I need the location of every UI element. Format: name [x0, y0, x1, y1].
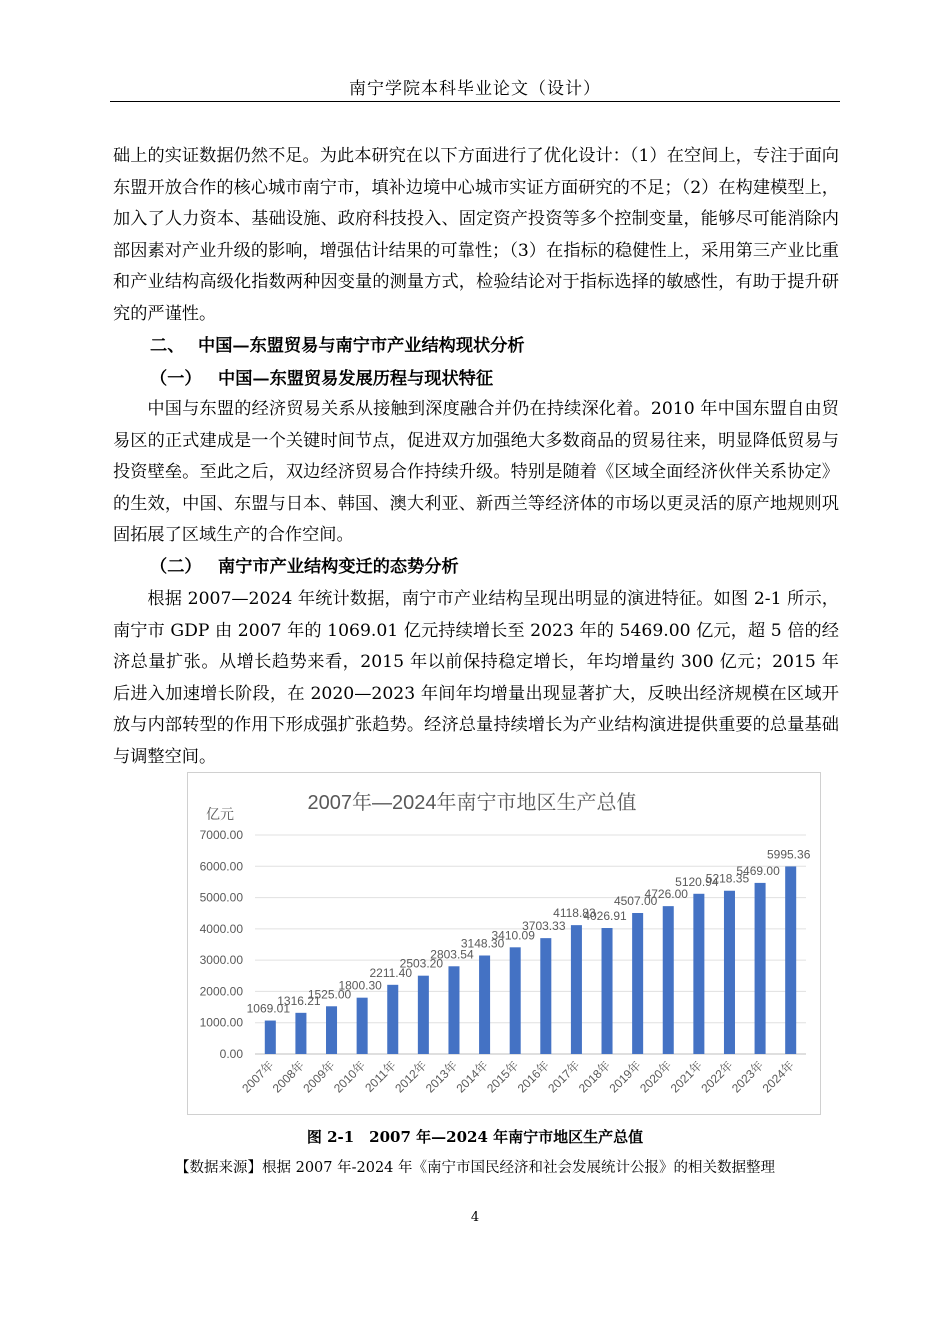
data-label: 1525.00: [307, 987, 352, 1002]
bar-2019年: [632, 913, 643, 1054]
page-header: 南宁学院本科毕业论文（设计）: [349, 79, 601, 99]
paragraph-3: 根据 2007—2024 年统计数据，南宁市产业结构呈现出明显的演进特征。如图 2-1 所示，南宁市 GDP 由 2007 年的 1069.01 亿元持续增长至 2023 年的 5469.00 亿元，超 5 倍的经济总量扩张。从增长趋势来看，2015 年以前保持稳定增长，年均增量约 300 亿元；2015 年后进入加速增长阶段，在 2020—2023 年间年均增量出现显著扩大，反映出经济规模在区域开放与内部转型的作用下形成强扩张趋势。经济总量持续增长为产业结构演进提供重要的总量基础与调整空间。: [113, 589, 839, 767]
figure-source: 【数据来源】根据 2007 年-2024 年《南宁市国民经济和社会发展统计公报》的相关数据整理: [174, 1160, 776, 1176]
y-axis-label: 亿元: [206, 806, 234, 822]
section-title: 中国—东盟贸易与南宁市产业结构现状分析: [198, 336, 525, 356]
data-label: 4026.91: [583, 909, 627, 924]
x-tick-label: 2009年: [300, 1058, 338, 1096]
data-label: 1069.01: [246, 1001, 291, 1016]
data-label: 2503.20: [399, 956, 444, 971]
bar-2015年: [510, 947, 521, 1054]
subsection-heading-1: [150, 364, 493, 396]
paragraph-1: 础上的实证数据仍然不足。为此本研究在以下方面进行了优化设计：（1）在空间上，专注于面向东盟开放合作的核心城市南宁市，填补边境中心城市实证方面研究的不足；（2）在构建模型上，加入了人力资本、基础设施、政府科技投入、固定资产投资等多个控制变量，能够尽可能消除内部因素对产业升级的影响，增强估计结果的可靠性；（3）在指标的稳健性上，采用第三产业比重和产业结构高级化指数两种因变量的测量方式，检验结论对于指标选择的敏感性，有助于提升研究的严谨性。: [113, 146, 839, 324]
section-number: 二、: [150, 336, 185, 356]
x-tick-label: 2013年: [422, 1058, 461, 1096]
x-tick-label: 2011年: [362, 1058, 399, 1095]
bar-2009年: [326, 1006, 337, 1054]
x-tick-label: 2014年: [453, 1058, 491, 1096]
bar-2020年: [663, 906, 674, 1054]
subsection-number: （二）: [150, 557, 202, 577]
x-tick-label: 2018年: [575, 1058, 614, 1096]
subsection-title: 中国—东盟贸易发展历程与现状特征: [218, 369, 494, 389]
x-tick-label: 2021年: [667, 1058, 705, 1096]
gridlines: [255, 835, 806, 1054]
paragraph-2: 中国与东盟的经济贸易关系从接触到深度融合并仍在持续深化着。2010 年中国东盟自由贸易区的正式建成是一个关键时间节点，促进双方加强绝大多数商品的贸易往来，明显降低贸易与投资壁垒。至此之后，双边经济贸易合作持续升级。特别是随着《区域全面经济伙伴关系协定》的生效，中国、东盟与日本、韩国、澳大利亚、新西兰等经济体的市场以更灵活的原产地规则巩固拓展了区域生产的合作空间。: [113, 399, 839, 546]
bar-2007年: [265, 1021, 276, 1054]
x-tick-label: 2019年: [606, 1058, 644, 1096]
x-tick-label: 2010年: [330, 1058, 369, 1096]
y-tick-label: 1000.00: [199, 1015, 243, 1030]
data-label: 3703.33: [522, 919, 566, 934]
x-tick-label: 2024年: [759, 1058, 797, 1096]
data-label: 4507.00: [613, 893, 658, 908]
data-label: 5120.94: [675, 874, 719, 889]
bar-2024年: [785, 866, 796, 1054]
data-label: 3148.30: [460, 936, 505, 951]
y-tick-label: 6000.00: [199, 859, 243, 874]
data-label: 5995.36: [766, 847, 811, 862]
bar-2017年: [571, 925, 582, 1054]
y-tick-label: 3000.00: [199, 953, 243, 968]
x-tick-label: 2008年: [269, 1058, 308, 1096]
data-label: 5469.00: [736, 863, 780, 878]
bar-2012年: [418, 976, 429, 1054]
x-tick-label: 2023年: [728, 1058, 767, 1096]
x-tick-label: 2020年: [637, 1058, 675, 1096]
x-tick-label: 2015年: [484, 1058, 522, 1096]
x-axis-ticks: [238, 1058, 796, 1096]
data-label: 3410.09: [491, 928, 535, 943]
x-tick-label: 2017年: [545, 1058, 583, 1096]
y-tick-label: 5000.00: [199, 890, 243, 905]
data-label: 2803.54: [430, 947, 474, 962]
bar-2016年: [540, 938, 551, 1054]
figure-caption: 图 2-1 2007 年—2024 年南宁市地区生产总值: [306, 1128, 644, 1146]
chart-canvas: [188, 773, 820, 1114]
x-tick-label: 2012年: [392, 1058, 430, 1096]
data-label: 4726.00: [644, 887, 688, 902]
data-label: 5218.35: [705, 871, 750, 886]
gdp-bar-chart: [187, 772, 821, 1115]
data-label: 1800.30: [338, 978, 382, 993]
subsection-heading-2: [150, 552, 459, 584]
bar-2013年: [448, 966, 459, 1054]
bar-2010年: [357, 998, 368, 1054]
x-tick-label: 2022年: [698, 1058, 736, 1096]
y-tick-label: 2000.00: [199, 984, 243, 999]
subsection-title: 南宁市产业结构变迁的态势分析: [218, 557, 459, 577]
x-tick-label: 2016年: [514, 1058, 552, 1096]
data-label: 2211.40: [369, 965, 412, 980]
bar-2011年: [387, 985, 398, 1054]
y-tick-label: 0.00: [219, 1047, 243, 1061]
bar-2022年: [724, 891, 735, 1054]
y-tick-label: 7000.00: [199, 828, 243, 842]
x-tick-label: 2007年: [239, 1058, 277, 1096]
bar-2008年: [295, 1013, 306, 1054]
section-heading-2: [150, 331, 525, 363]
header-rule: [110, 101, 840, 102]
data-label: 4118.83: [553, 906, 596, 921]
bar-2014年: [479, 956, 490, 1054]
subsection-number: （一）: [150, 369, 202, 389]
data-label: 1316.21: [277, 993, 321, 1008]
y-tick-label: 4000.00: [199, 921, 243, 936]
page-number: 4: [470, 1210, 480, 1225]
bar-2023年: [755, 883, 766, 1054]
bar-2021年: [693, 894, 704, 1054]
chart-title: 2007年—2024年南宁市地区生产总值: [307, 792, 637, 814]
y-axis-ticks: [200, 828, 244, 1061]
bar-2018年: [602, 928, 613, 1054]
